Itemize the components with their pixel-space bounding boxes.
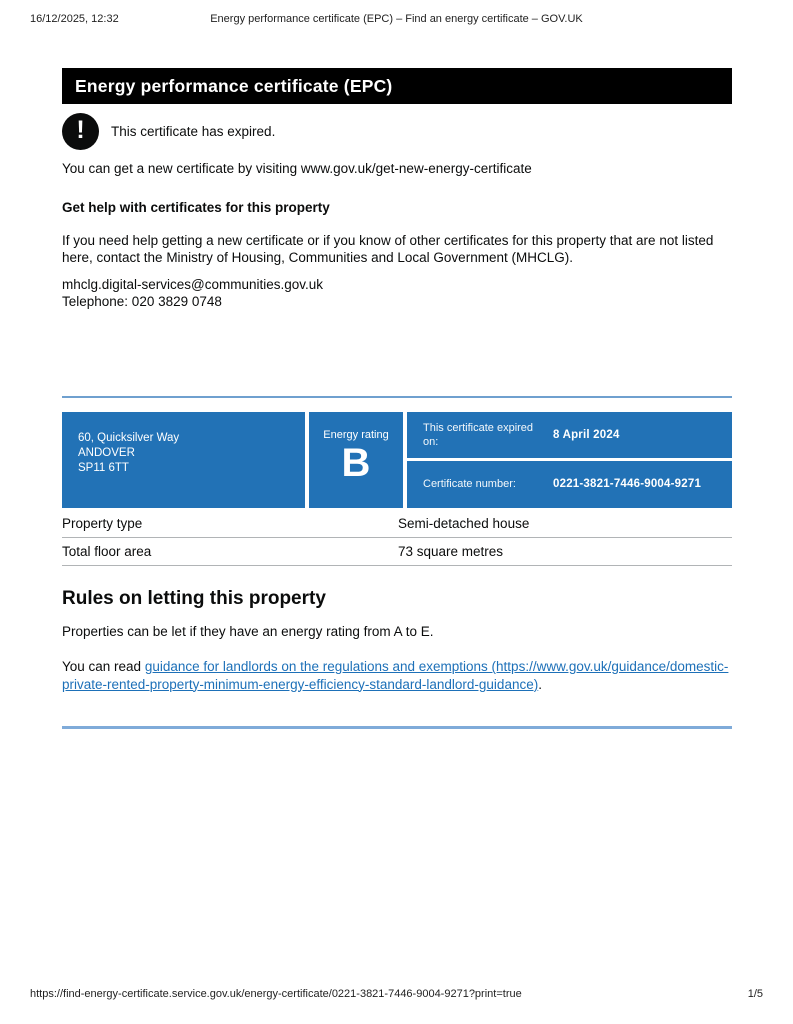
browser-print-footer: [30, 988, 763, 1000]
certificate-number-box: [407, 461, 732, 508]
expiry-date: 8 April 2024: [553, 428, 620, 441]
certificate-summary: [62, 412, 732, 508]
warning-icon: !: [62, 113, 99, 150]
table-row-property-type: [62, 510, 732, 538]
print-page-number: 1/5: [747, 988, 763, 1000]
expired-message: This certificate has expired.: [111, 124, 276, 139]
print-url: https://find-energy-certificate.service.gov.uk/energy-certificate/0221-3821-7446-9004-9271?print=true: [30, 988, 522, 1000]
help-text: If you need help getting a new certificate or if you know of other certificates for this property that are not listed here, contact the Ministry of Housing, Communities and Local Government (MHCLG).: [62, 232, 714, 265]
expiry-label: This certificate expired on:: [423, 421, 534, 448]
browser-print-header: [30, 13, 763, 29]
energy-rating-box: [309, 412, 403, 508]
contact-telephone: Telephone: 020 3829 0748: [62, 294, 222, 309]
address-box: [62, 412, 305, 508]
table-row-floor-area: [62, 538, 732, 566]
contact-block: [62, 276, 732, 311]
address-line-2: ANDOVER: [78, 446, 135, 459]
letting-rules-heading: Rules on letting this property: [62, 587, 326, 609]
energy-rating-value: B: [341, 440, 371, 485]
print-page-title: Energy performance certificate (EPC) – Find an energy certificate – GOV.UK: [210, 13, 583, 25]
guidance-prefix: You can read: [62, 659, 145, 674]
energy-rating-label: Energy rating: [323, 428, 389, 441]
property-type-label: Property type: [62, 515, 143, 531]
section-divider-top: [62, 396, 732, 398]
help-heading: Get help with certificates for this property: [62, 199, 330, 215]
section-divider-bottom: [62, 726, 732, 729]
address-line-3: SP11 6TT: [78, 461, 129, 474]
certificate-details: [407, 412, 732, 508]
address-line-1: 60, Quicksilver Way: [78, 431, 180, 444]
property-type-value: Semi-detached house: [398, 515, 530, 531]
expiry-box: [407, 412, 732, 459]
expired-notice: [62, 113, 732, 150]
guidance-paragraph: [62, 658, 732, 693]
letting-rules-text: Properties can be let if they have an energy rating from A to E.: [62, 623, 434, 639]
contact-email: mhclg.digital-services@communities.gov.uk: [62, 276, 324, 292]
landlord-guidance-link[interactable]: guidance for landlords on the regulations and exemptions (https://www.gov.uk/guidance/domestic-private-rented-property-minimum-energy-efficiency-standard-landlord-guidance): [62, 659, 729, 692]
floor-area-value: 73 square metres: [398, 543, 504, 559]
new-certificate-text: You can get a new certificate by visiting www.gov.uk/get-new-energy-certificate: [62, 161, 532, 176]
property-table: [62, 510, 732, 566]
print-datetime: 16/12/2025, 12:32: [30, 13, 119, 25]
guidance-suffix: .: [538, 676, 542, 692]
page-title-banner: [62, 68, 732, 104]
certificate-number-label: Certificate number:: [423, 478, 516, 491]
page-title: Energy performance certificate (EPC): [75, 75, 393, 96]
floor-area-label: Total floor area: [62, 543, 152, 559]
certificate-page: [62, 68, 732, 729]
certificate-number: 0221-3821-7446-9004-9271: [553, 478, 702, 491]
